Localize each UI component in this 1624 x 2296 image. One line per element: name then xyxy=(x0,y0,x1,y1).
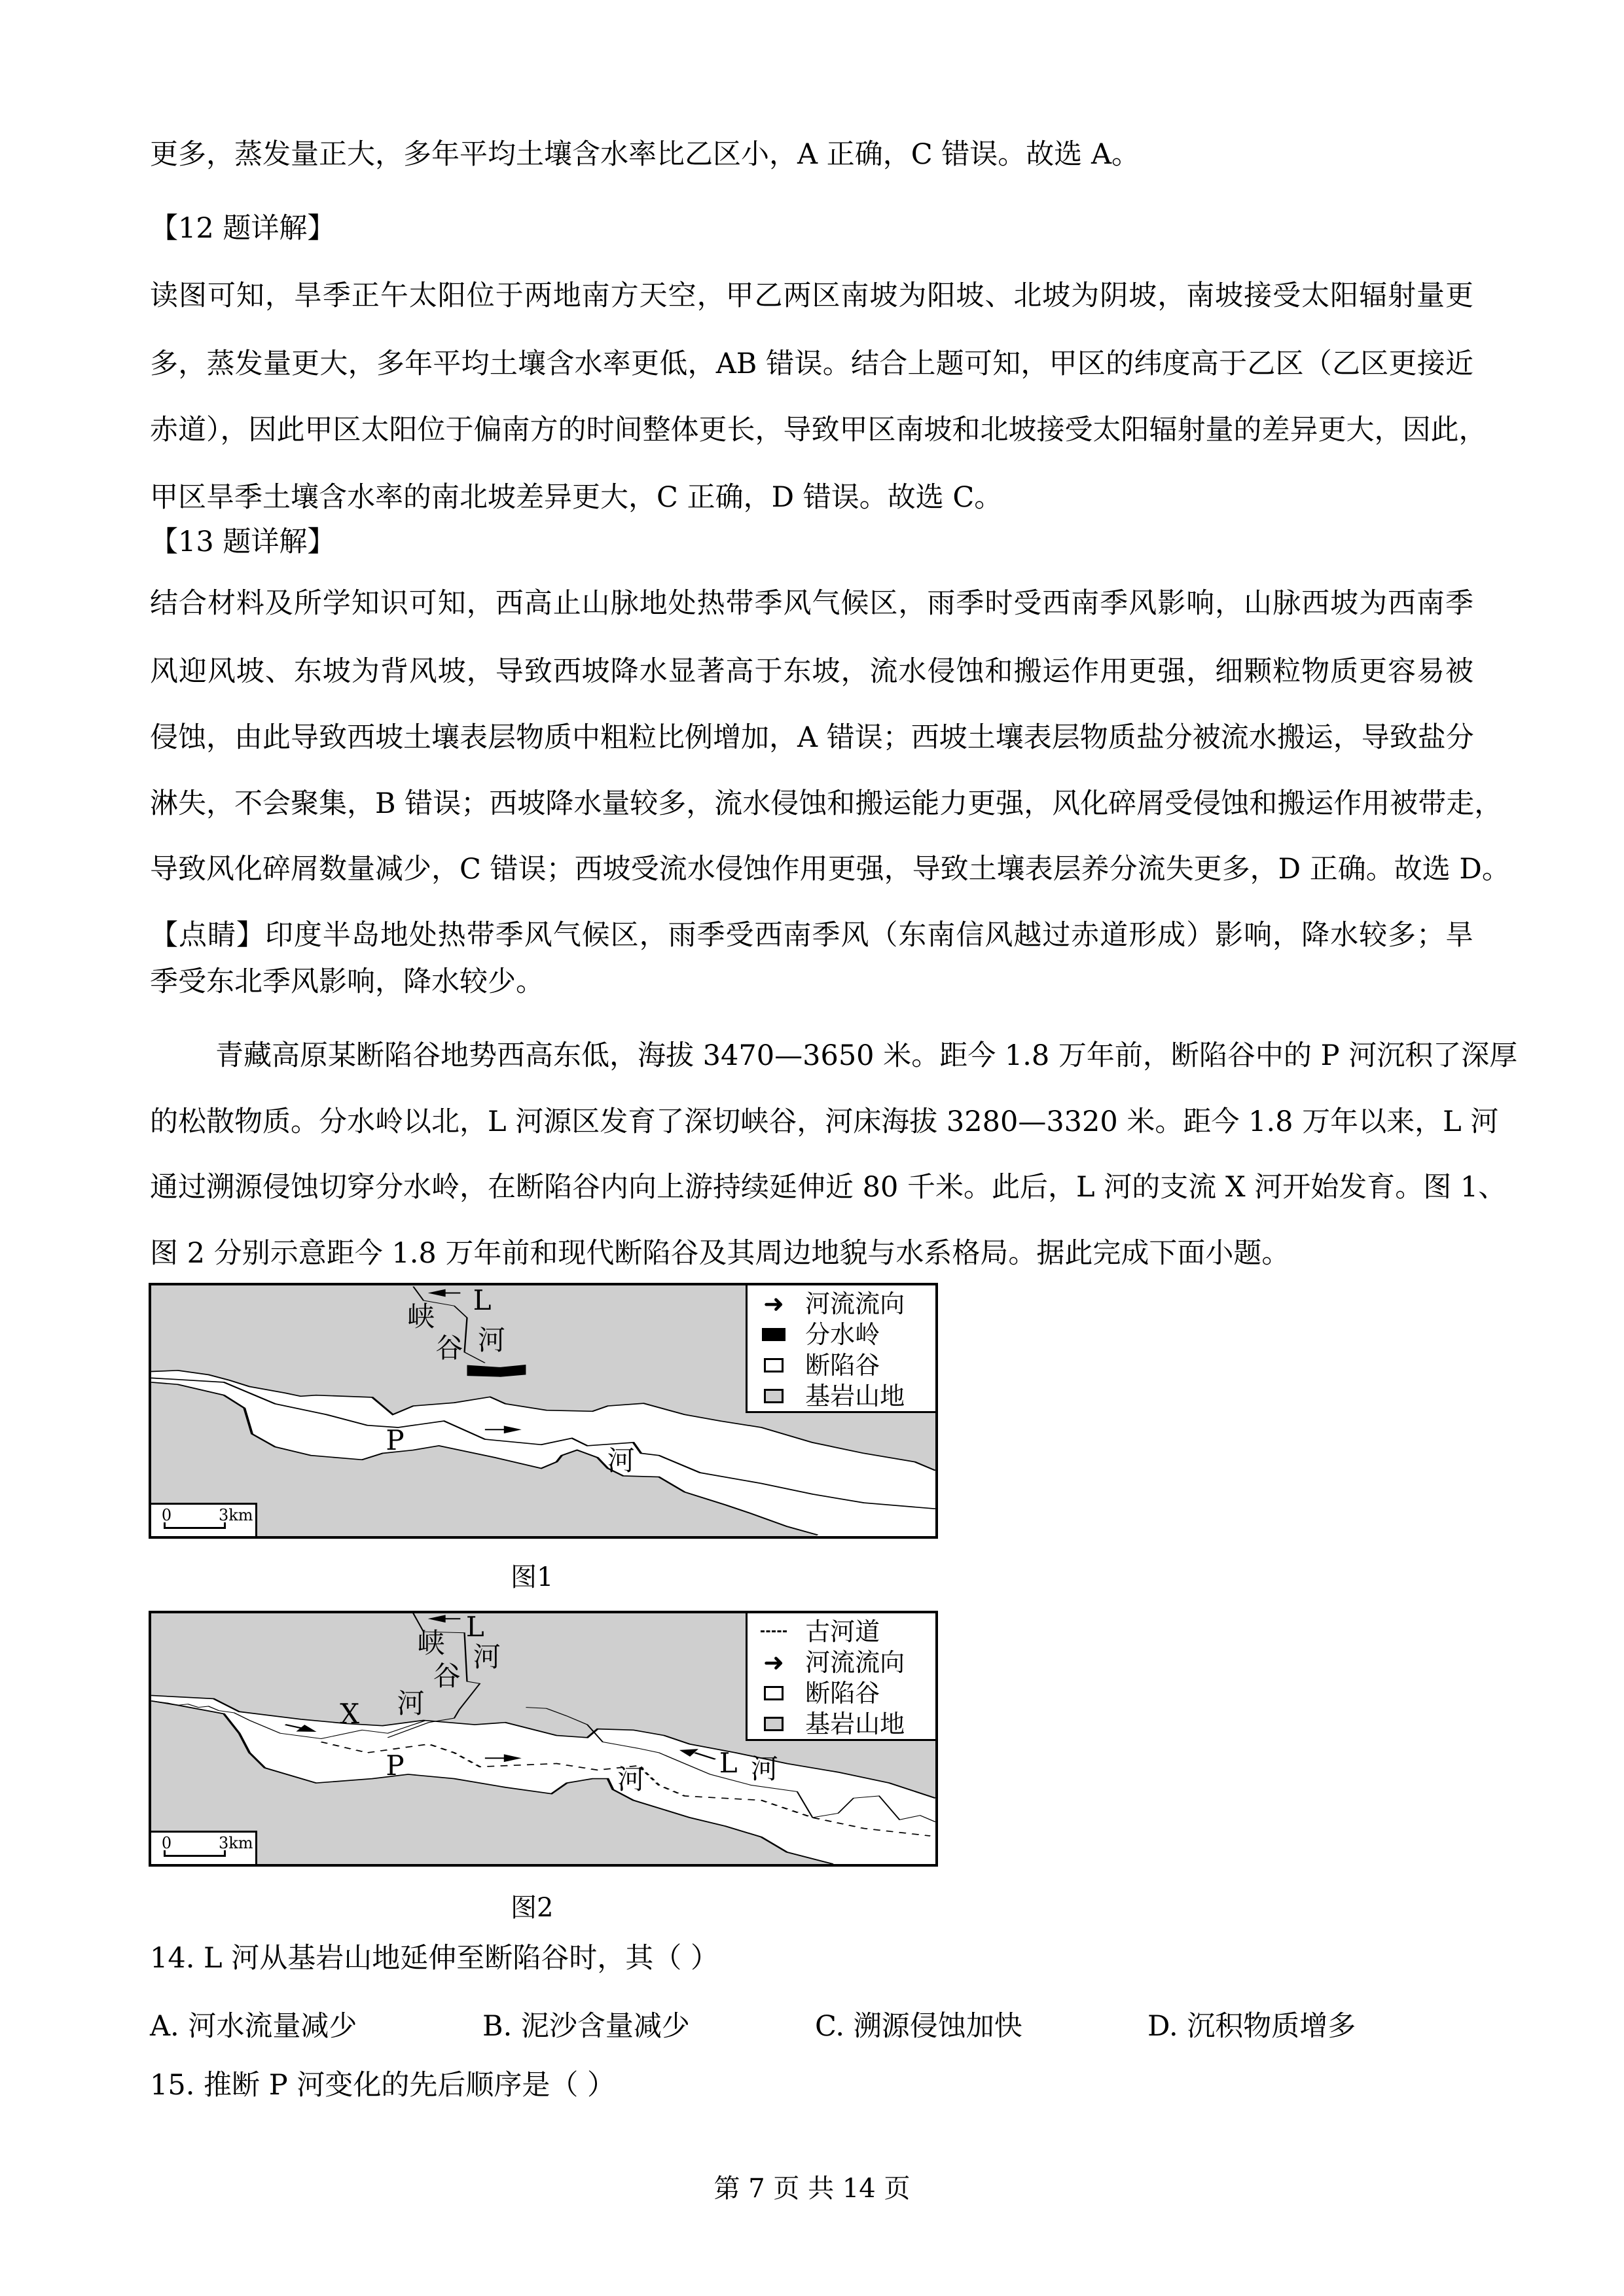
map-label: L xyxy=(465,1611,484,1643)
question-15: 15. 推断 P 河变化的先后顺序是（ ） xyxy=(150,2069,615,2102)
legend-item: 基岩山地 xyxy=(754,1708,929,1739)
map-label: 河 xyxy=(397,1687,425,1719)
map-legend xyxy=(746,1613,935,1741)
legend-item: ➜ 河流流向 xyxy=(754,1647,929,1677)
figure-1-map xyxy=(149,1283,938,1539)
legend-item: 断陷谷 xyxy=(754,1350,929,1380)
option-a[interactable]: A. 河水流量减少 xyxy=(150,2010,357,2043)
option-d[interactable]: D. 沉积物质增多 xyxy=(1147,2010,1356,2043)
figure-1-caption: 图1 xyxy=(511,1562,554,1592)
legend-item: 断陷谷 xyxy=(754,1677,929,1708)
legend-item: 分水岭 xyxy=(754,1319,929,1350)
map-label: P xyxy=(386,1424,405,1456)
valley-swatch-icon xyxy=(754,1355,793,1375)
map-label: 河 xyxy=(607,1444,635,1477)
map-label: P xyxy=(386,1749,405,1782)
legend-item: 基岩山地 xyxy=(754,1380,929,1411)
scale-bar: 0 3km xyxy=(151,1831,257,1864)
text-line: 风迎风坡、东坡为背风坡，导致西坡降水显著高于东坡，流水侵蚀和搬运作用更强，细颗粒物质更容易被 xyxy=(150,655,1473,688)
passage-line: 通过溯源侵蚀切穿分水岭，在断陷谷内向上游持续延伸近 80 千米。此后，L 河的支流 X 河开始发育。图 1、 xyxy=(150,1171,1507,1204)
bedrock-swatch-icon xyxy=(754,1386,793,1406)
text-line: 结合材料及所学知识可知，西高止山脉地处热带季风气候区，雨季时受西南季风影响，山脉西坡为西南季 xyxy=(150,587,1473,620)
map-label: 峡 xyxy=(417,1626,445,1659)
map-label: 谷 xyxy=(433,1659,461,1692)
divide-ridge xyxy=(467,1365,526,1377)
text-line: 淋失，不会聚集，B 错误；西坡降水量较多，流水侵蚀和搬运能力更强，风化碎屑受侵蚀和搬运作用被带走， xyxy=(150,787,1503,820)
map-label: X xyxy=(340,1697,360,1730)
legend-item: ➜ 河流流向 xyxy=(754,1288,929,1319)
scale-bar: 0 3km xyxy=(151,1503,257,1536)
map-label: 河 xyxy=(473,1641,501,1674)
passage-line: 青藏高原某断陷谷地势西高东低，海拔 3470—3650 米。距今 1.8 万年前，断陷谷中的 P 河沉积了深厚 xyxy=(215,1039,1518,1072)
map-legend xyxy=(746,1285,935,1413)
text-line: 导致风化碎屑数量减少，C 错误；西坡受流水侵蚀作用更强，导致土壤表层养分流失更多，D 正确。故选 D。 xyxy=(150,853,1510,886)
map-label: 峡 xyxy=(407,1300,435,1333)
map-label: 河 xyxy=(477,1323,505,1356)
arrow-icon: ➜ xyxy=(763,1647,784,1677)
ridge-swatch-icon xyxy=(754,1325,793,1344)
text-line: 侵蚀，由此导致西坡土壤表层物质中粗粒比例增加，A 错误；西坡土壤表层物质盐分被流水搬运，导致盐分 xyxy=(150,721,1474,754)
valley-swatch-icon xyxy=(754,1683,793,1703)
text-line: 读图可知，旱季正午太阳位于两地南方天空，甲乙两区南坡为阳坡、北坡为阴坡，南坡接受太阳辐射量更 xyxy=(150,279,1473,312)
map-label: L xyxy=(719,1747,738,1780)
passage-line: 图 2 分别示意距今 1.8 万年前和现代断陷谷及其周边地貌与水系格局。据此完成下面小题。 xyxy=(150,1237,1290,1270)
question-14: 14. L 河从基岩山地延伸至断陷谷时，其（ ） xyxy=(150,1942,719,1975)
option-b[interactable]: B. 泥沙含量减少 xyxy=(482,2010,690,2043)
tip-line: 季受东北季风影响，降水较少。 xyxy=(150,965,544,998)
section-heading-12: 【12 题详解】 xyxy=(150,212,336,245)
section-heading-13: 【13 题详解】 xyxy=(150,526,336,558)
map-label: 谷 xyxy=(435,1331,463,1364)
legend-item: 古河道 xyxy=(754,1616,929,1647)
text-line: 多，蒸发量更大，多年平均土壤含水率更低，AB 错误。结合上题可知，甲区的纬度高于乙区（乙区更接近 xyxy=(150,348,1473,380)
arrow-icon: ➜ xyxy=(763,1289,784,1318)
passage-line: 的松散物质。分水岭以北，L 河源区发育了深切峡谷，河床海拔 3280—3320 米。距今 1.8 万年以来，L 河 xyxy=(150,1105,1499,1138)
dashed-line-icon xyxy=(754,1622,793,1641)
option-c[interactable]: C. 溯源侵蚀加快 xyxy=(815,2010,1022,2043)
map-label: 河 xyxy=(750,1752,778,1785)
bedrock-swatch-icon xyxy=(754,1714,793,1734)
map-label: 河 xyxy=(617,1763,645,1796)
text-line: 甲区旱季土壤含水率的南北坡差异更大，C 正确，D 错误。故选 C。 xyxy=(150,481,1003,514)
text-line: 更多，蒸发量正大，多年平均土壤含水率比乙区小，A 正确，C 错误。故选 A。 xyxy=(150,138,1140,171)
tip-line: 【点睛】印度半岛地处热带季风气候区，雨季受西南季风（东南信风越过赤道形成）影响，降水较多；旱 xyxy=(150,919,1473,952)
figure-2-map xyxy=(149,1611,938,1867)
text-line: 赤道），因此甲区太阳位于偏南方的时间整体更长，导致甲区南坡和北坡接受太阳辐射量的差异更大，因此， xyxy=(150,414,1487,446)
map-label: L xyxy=(473,1283,492,1316)
figure-2-caption: 图2 xyxy=(511,1893,554,1923)
page-footer: 第 7 页 共 14 页 xyxy=(713,2174,911,2204)
